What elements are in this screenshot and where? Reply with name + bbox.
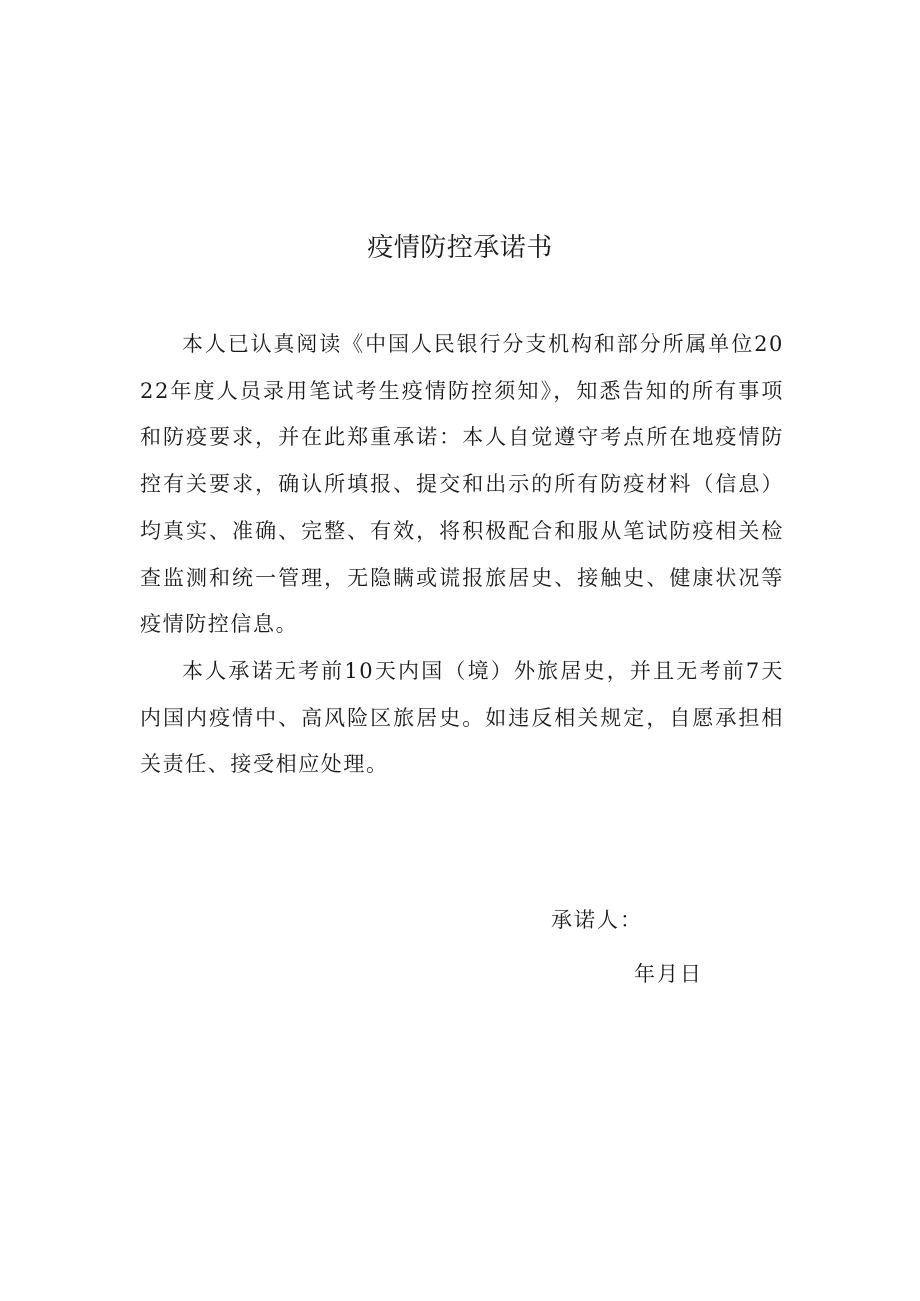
- paragraph-pledge-reading: 本人已认真阅读《中国人民银行分支机构和部分所属单位2022年度人员录用笔试考生疫情防控须知》，知悉告知的所有事项和防疫要求，并在此郑重承诺：本人自觉遵守考点所在地疫情防控有关要求，确认所填报、提交和出示的所有防疫材料（信息）均真实、准确、完整、有效，将积极配合和服从笔试防疫相关检查监测和统一管理，无隐瞒或谎报旅居史、接触史、健康状况等疫情防控信息。: [140, 332, 784, 637]
- paragraph-pledge-travel: 本人承诺无考前10天内国（境）外旅居史，并且无考前7天内国内疫情中、高风险区旅居史。如违反相关规定，自愿承担相关责任、接受相应处理。: [140, 658, 784, 777]
- document-title: 疫情防控承诺书: [367, 233, 553, 263]
- date-label: 年月日: [634, 962, 703, 986]
- signature-label: 承诺人：: [551, 908, 643, 932]
- document-body: [140, 321, 784, 788]
